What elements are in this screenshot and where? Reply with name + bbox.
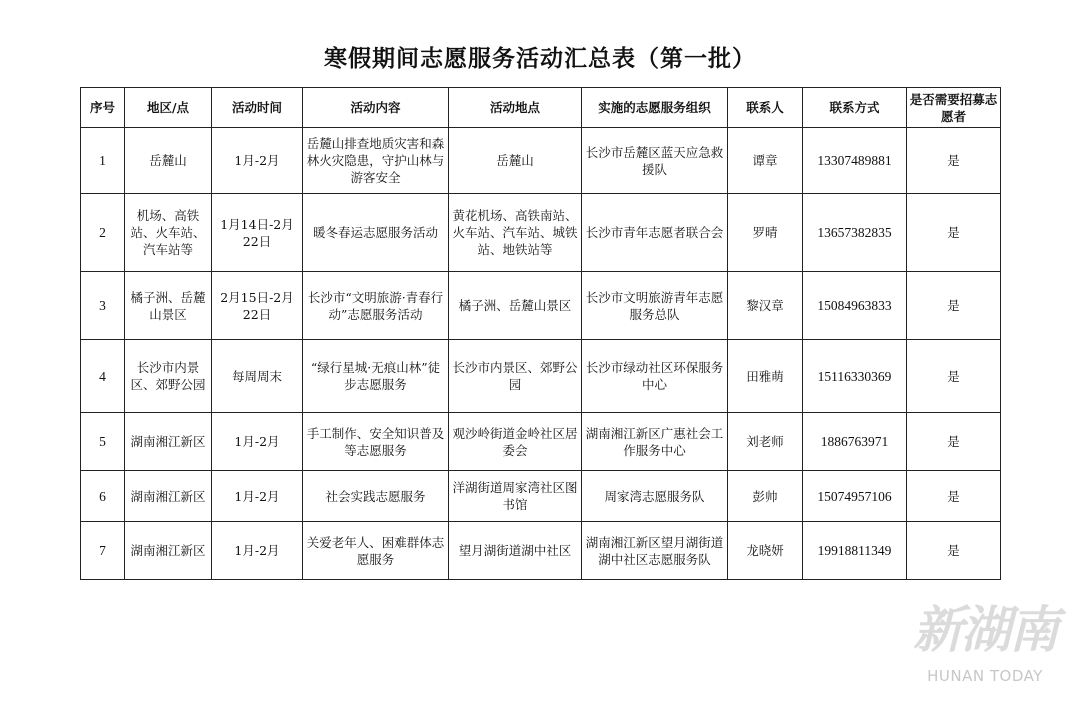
row-time: 1月-2月 <box>212 522 303 580</box>
hunan-today-watermark <box>905 590 1065 690</box>
row-no: 2 <box>81 194 125 272</box>
row-area: 岳麓山 <box>125 128 212 194</box>
header-recruit: 是否需要招募志愿者 <box>907 88 1001 128</box>
row-recruit: 是 <box>907 272 1001 340</box>
row-contact: 龙晓妍 <box>728 522 803 580</box>
header-no: 序号 <box>81 88 125 128</box>
table-row <box>81 272 1001 340</box>
table-row <box>81 340 1001 413</box>
row-contact: 黎汉章 <box>728 272 803 340</box>
table-row <box>81 128 1001 194</box>
row-area: 湖南湘江新区 <box>125 522 212 580</box>
row-location: 黄花机场、高铁南站、火车站、汽车站、城铁站、地铁站等 <box>449 194 582 272</box>
row-phone: 15116330369 <box>803 340 907 413</box>
row-contact: 彭帅 <box>728 471 803 522</box>
row-area: 橘子洲、岳麓山景区 <box>125 272 212 340</box>
row-content: 社会实践志愿服务 <box>303 471 449 522</box>
row-content: 关爱老年人、困难群体志愿服务 <box>303 522 449 580</box>
row-phone: 15074957106 <box>803 471 907 522</box>
row-no: 7 <box>81 522 125 580</box>
row-recruit: 是 <box>907 471 1001 522</box>
row-content: 长沙市“文明旅游·青春行动”志愿服务活动 <box>303 272 449 340</box>
page-title: 寒假期间志愿服务活动汇总表（第一批） <box>324 46 756 72</box>
header-org: 实施的志愿服务组织 <box>582 88 728 128</box>
row-no: 1 <box>81 128 125 194</box>
row-content: “绿行星城·无痕山林”徒步志愿服务 <box>303 340 449 413</box>
row-contact: 谭章 <box>728 128 803 194</box>
row-org: 长沙市绿动社区环保服务中心 <box>582 340 728 413</box>
row-area: 机场、高铁站、火车站、汽车站等 <box>125 194 212 272</box>
row-location: 长沙市内景区、郊野公园 <box>449 340 582 413</box>
header-location: 活动地点 <box>449 88 582 128</box>
row-time: 1月-2月 <box>212 471 303 522</box>
row-area: 湖南湘江新区 <box>125 471 212 522</box>
row-org: 长沙市岳麓区蓝天应急救援队 <box>582 128 728 194</box>
row-org: 长沙市文明旅游青年志愿服务总队 <box>582 272 728 340</box>
row-recruit: 是 <box>907 128 1001 194</box>
table-row <box>81 522 1001 580</box>
table-row <box>81 471 1001 522</box>
row-org: 长沙市青年志愿者联合会 <box>582 194 728 272</box>
row-recruit: 是 <box>907 413 1001 471</box>
header-time: 活动时间 <box>212 88 303 128</box>
row-org: 周家湾志愿服务队 <box>582 471 728 522</box>
row-location: 观沙岭街道金岭社区居委会 <box>449 413 582 471</box>
row-no: 4 <box>81 340 125 413</box>
row-area: 湖南湘江新区 <box>125 413 212 471</box>
row-phone: 13307489881 <box>803 128 907 194</box>
row-area: 长沙市内景区、郊野公园 <box>125 340 212 413</box>
row-location: 望月湖街道湖中社区 <box>449 522 582 580</box>
header-content: 活动内容 <box>303 88 449 128</box>
row-phone: 15084963833 <box>803 272 907 340</box>
watermark-subtext: HUNAN TODAY <box>927 667 1043 685</box>
row-location: 岳麓山 <box>449 128 582 194</box>
header-area: 地区/点 <box>125 88 212 128</box>
row-time: 1月-2月 <box>212 413 303 471</box>
row-phone: 1886763971 <box>803 413 907 471</box>
row-time: 2月15日-2月22日 <box>212 272 303 340</box>
row-contact: 田雅萌 <box>728 340 803 413</box>
row-content: 手工制作、安全知识普及等志愿服务 <box>303 413 449 471</box>
header-phone: 联系方式 <box>803 88 907 128</box>
row-location: 橘子洲、岳麓山景区 <box>449 272 582 340</box>
row-phone: 19918811349 <box>803 522 907 580</box>
table-header-row <box>81 88 1001 128</box>
row-recruit: 是 <box>907 194 1001 272</box>
row-content: 岳麓山排查地质灾害和森林火灾隐患，守护山林与游客安全 <box>303 128 449 194</box>
row-location: 洋湖街道周家湾社区图书馆 <box>449 471 582 522</box>
watermark-logo: 新湖南 <box>913 600 1057 659</box>
row-time: 1月14日-2月22日 <box>212 194 303 272</box>
header-contact: 联系人 <box>728 88 803 128</box>
row-contact: 刘老师 <box>728 413 803 471</box>
table-row <box>81 413 1001 471</box>
row-phone: 13657382835 <box>803 194 907 272</box>
row-contact: 罗晴 <box>728 194 803 272</box>
volunteer-activity-table <box>80 87 1001 580</box>
row-recruit: 是 <box>907 340 1001 413</box>
row-org: 湖南湘江新区广惠社会工作服务中心 <box>582 413 728 471</box>
row-recruit: 是 <box>907 522 1001 580</box>
row-content: 暖冬春运志愿服务活动 <box>303 194 449 272</box>
row-no: 3 <box>81 272 125 340</box>
row-time: 每周周末 <box>212 340 303 413</box>
table-row <box>81 194 1001 272</box>
row-org: 湖南湘江新区望月湖街道湖中社区志愿服务队 <box>582 522 728 580</box>
row-time: 1月-2月 <box>212 128 303 194</box>
row-no: 6 <box>81 471 125 522</box>
row-no: 5 <box>81 413 125 471</box>
